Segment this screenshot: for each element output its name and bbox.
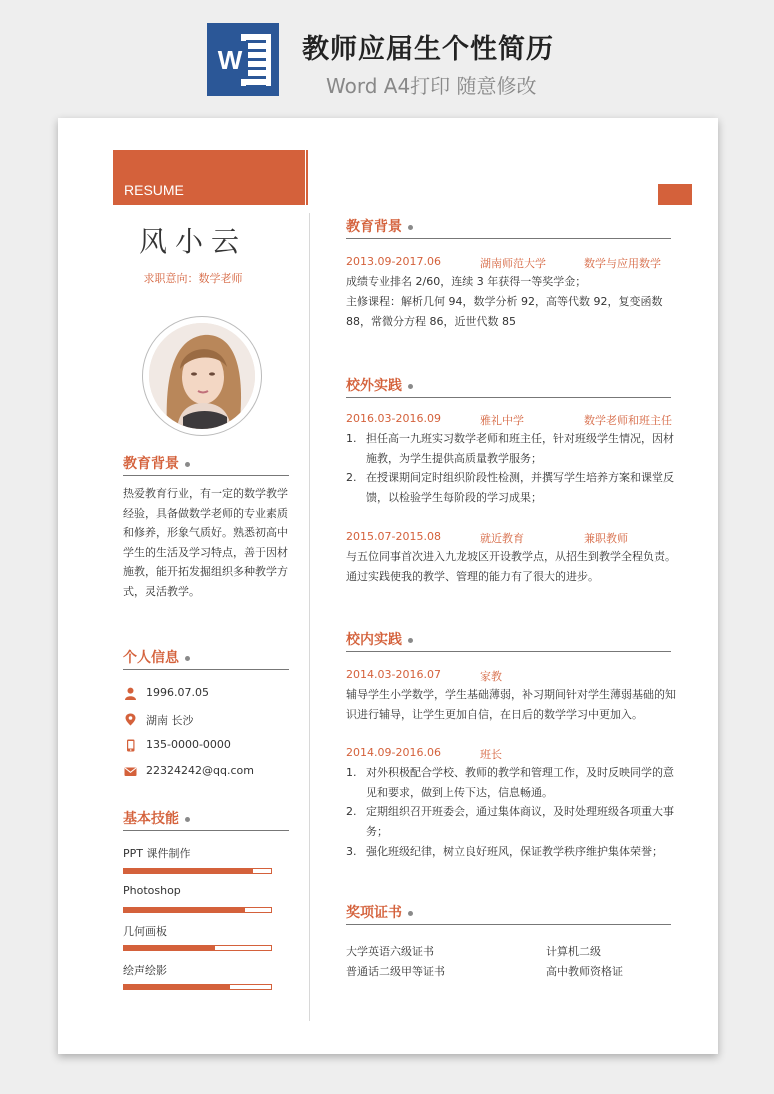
internal-job1-role: 家教 — [480, 670, 502, 683]
section-underline — [123, 669, 289, 670]
person-icon — [124, 687, 137, 700]
skill-level-bar — [123, 945, 272, 951]
education-ranking: 成绩专业排名 2/60，连续 3 年获得一等奖学金； — [346, 275, 587, 288]
internal-job2-role: 班长 — [480, 748, 502, 761]
skill-name: 绘声绘影 — [123, 964, 167, 977]
banner-title: 教师应届生个性简历 — [302, 34, 554, 65]
skill-level-bar — [123, 907, 272, 913]
corner-accent-tag — [658, 184, 692, 205]
avatar-frame — [142, 316, 262, 436]
external-job1-period: 2016.03-2016.09 — [346, 412, 441, 425]
certificate-item: 大学英语六级证书 — [346, 945, 434, 958]
internal-practice-title: 校内实践 — [346, 629, 413, 649]
education-major: 数学与应用数学 — [584, 257, 661, 270]
candidate-name: 风小云 — [138, 225, 247, 258]
skill-name: Photoshop — [123, 884, 181, 897]
external-job2-org: 就近教育 — [480, 532, 524, 545]
personal-info-title: 个人信息 — [123, 647, 190, 667]
external-job2-period: 2015.07-2015.08 — [346, 530, 441, 543]
external-job2-desc: 与五位同事首次进入九龙坡区开设教学点，从招生到教学全程负责。通过实践使我的教学、管理的能力有了很大的进步。 — [346, 550, 676, 583]
section-underline — [123, 475, 289, 476]
profile-summary: 热爱教育行业，有一定的数学教学经验，具备做数学老师的专业素质和修养，形象气质好。熟悉初高中学生的生活及学习特点，善于因材施教，能开拓发掘组织多种教学方式，灵活教学。 — [123, 487, 288, 598]
external-practice-title: 校外实践 — [346, 375, 413, 395]
section-underline — [123, 830, 289, 831]
internal-job1-desc: 辅导学生小学数学，学生基础薄弱，补习期间针对学生薄弱基础的知识进行辅导，让学生更加自信，在日后的数学学习中更加入。 — [346, 688, 676, 721]
external-job2-role: 兼职教师 — [584, 532, 628, 545]
word-logo-icon — [207, 23, 279, 96]
location-pin-icon — [124, 713, 137, 726]
certificates-section-title: 奖项证书 — [346, 902, 413, 922]
section-underline — [346, 238, 671, 239]
certificate-item: 普通话二级甲等证书 — [346, 965, 445, 978]
phone-icon — [124, 739, 137, 752]
certificate-item: 计算机二级 — [546, 945, 601, 958]
skill-level-bar — [123, 984, 272, 990]
template-banner — [0, 0, 774, 110]
resume-header-bar — [113, 150, 305, 205]
education-section-title: 教育背景 — [346, 216, 413, 236]
avatar — [149, 323, 255, 429]
section-underline — [346, 397, 671, 398]
header-accent-stripe — [306, 150, 308, 205]
job-objective: 求职意向：数学老师 — [143, 272, 243, 285]
column-divider — [309, 213, 310, 1021]
word-logo-letter: W — [212, 41, 248, 79]
resume-label: RESUME — [124, 182, 184, 198]
education-courses: 主修课程：解析几何 94，数学分析 92，高等代数 92，复变函数 88，常微分方程 86，近世代数 85 — [346, 295, 663, 328]
certificate-item: 高中教师资格证 — [546, 965, 623, 978]
skill-level-bar — [123, 868, 272, 874]
internal-job2-period: 2014.09-2016.06 — [346, 746, 441, 759]
education-period: 2013.09-2017.06 — [346, 255, 441, 268]
external-job1-org: 雅礼中学 — [480, 414, 524, 427]
resume-page: RESUME 风小云 求职意向：数学老师 教育背景 热爱教育行业，有一定的数学教学经验，具备做数学老师的专业素质和修养，形象气质好。熟悉初高中学生的生活及学习特点，善于因材施教，能开拓发掘组织多种教学方式，灵活教学。 个人信息 1996.07.05 湖南 长沙 135-0000-0000 22324242@qq.com 基本技能 PPT 课件制作 Photoshop 几何画板 绘声绘影 教育背景 2013.09-2017.06 湖南师范大学 数学与应用数学 成绩专业排名 2/60，连续 3 年获得一等奖学金； 主修课程：解析几何 94，数学分析 92，高等代数 92，复变函数 88，常微分方程 86，近世代数 85 校外实践 2016.03-2016.09 雅礼中学 数学老师和班主任 1. 担任高一九班实习数学老师和班主任，针对班级学生情况，因材施教，为学生提供高质量教学服务； 2. 在授课期间定时组织阶段性检测，并撰写学生培养方案和课堂反馈，以检验学生每阶段的学习成果； 2015.07-2015.08 就近教育 兼职教师 与五位同事首次进入九龙坡区开设教学点，从招生到教学全程负责。通过实践使我的教学、管理的能力有了很大的进步。 校内实践 2014.03-2016.07 家教 辅导学生小学数学，学生基础薄弱，补习期间针对学生薄弱基础的知识进行辅导，让学生更加自信，在日后的数学学习中更加入。 2014.09-2016.06 班长 1. 对外积极配合学校、教师的教学和管理工作，及时反映同学的意见和要求，做到上传下达，信息畅通。 2. 定期组织召开班委会，通过集体商议，及时处理班级各项重大事务； 3. 强化班级纪律，树立良好班风，保证教学秩序维护集体荣誉； 奖项证书 大学英语六级证书 计算机二级 普通话二级甲等证书 高中教师资格证 — [58, 118, 718, 1054]
internal-job1-period: 2014.03-2016.07 — [346, 668, 441, 681]
section-underline — [346, 651, 671, 652]
skills-section-title: 基本技能 — [123, 808, 190, 828]
email-icon — [124, 765, 137, 778]
section-underline — [346, 924, 671, 925]
banner-subtitle: Word A4打印 随意修改 — [326, 74, 537, 98]
profile-section-title: 教育背景 — [123, 453, 190, 473]
education-school: 湖南师范大学 — [480, 257, 546, 270]
external-job1-role: 数学老师和班主任 — [584, 414, 672, 427]
skill-name: PPT 课件制作 — [123, 847, 191, 860]
skill-name: 几何画板 — [123, 925, 167, 938]
